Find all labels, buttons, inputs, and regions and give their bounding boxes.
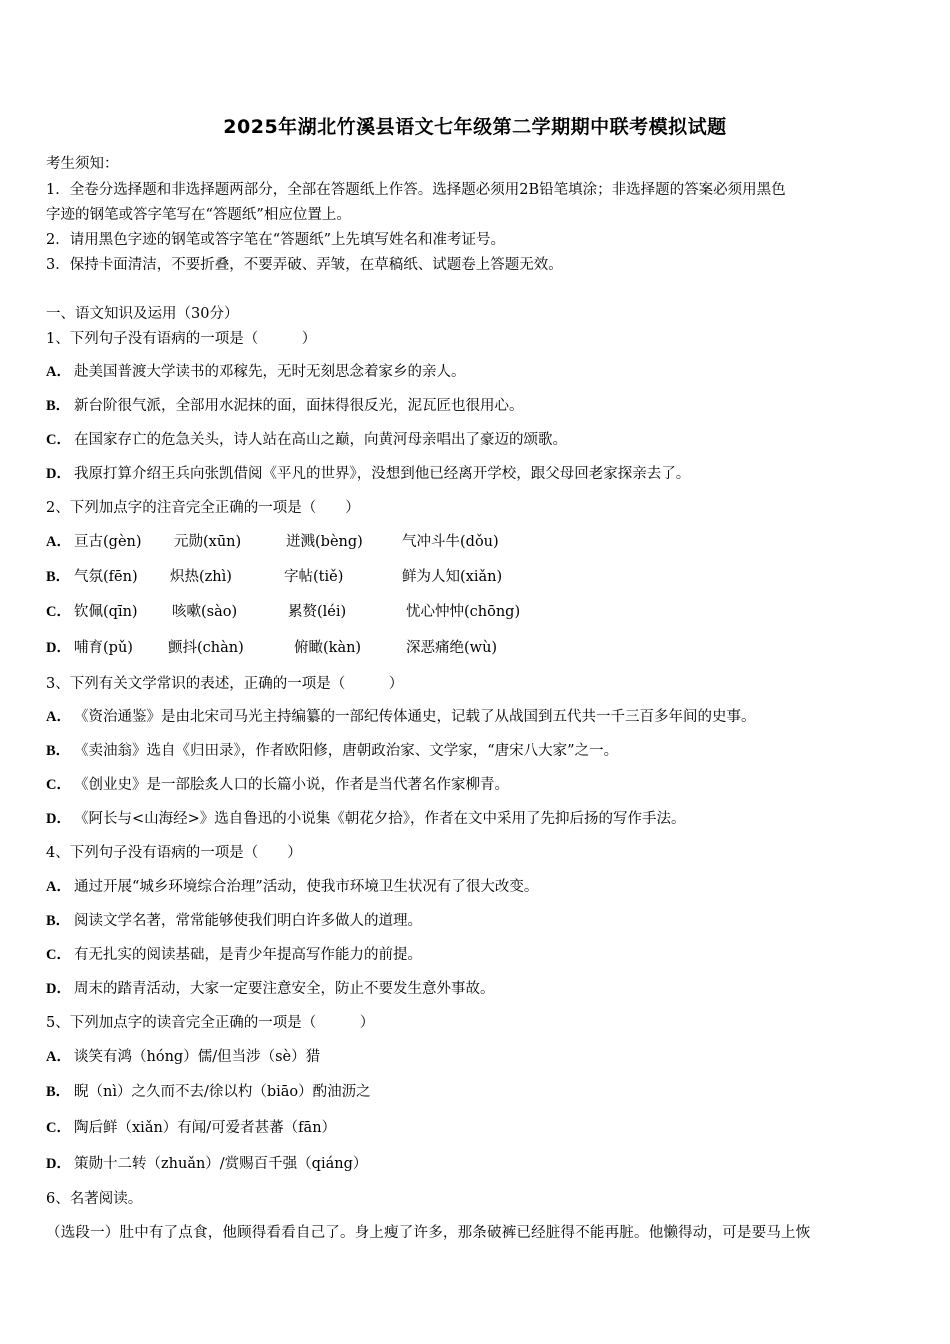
option-label: D． [46,981,71,997]
q5-option-c [46,1116,336,1137]
notice-item: 3．保持卡面清洁，不要折叠，不要弄破、弄皱，在草稿纸、试题卷上答题无效。 [46,257,563,273]
q4-option-c [46,943,422,964]
question-stem: 5、下列加点字的读音完全正确的一项是（ ） [46,1015,375,1031]
q3-option-d [46,807,686,828]
option-label: A． [46,534,71,550]
option-label: D． [46,640,71,656]
option-label: C． [46,947,71,963]
pinyin-item: 鲜为人知(xiǎn) [402,569,503,585]
notice-heading: 考生须知： [46,156,119,172]
pinyin-item: 亘古(gèn) [74,534,142,550]
option-label: D． [46,1156,71,1172]
q2-option-d [46,636,498,657]
option-text: 我原打算介绍王兵向张凯借阅《平凡的世界》，没想到他已经离开学校，跟父母回老家探亲去了。 [74,466,691,482]
q5-option-d [46,1152,367,1173]
question-stem: 1、下列句子没有语病的一项是（ ） [46,331,317,347]
passage-text: （选段一）肚中有了点食，他顾得看看自己了。身上瘦了许多，那条破裤已经脏得不能再脏。他懒得动，可是要马上恢 [46,1225,811,1241]
question-stem: 6、名著阅读。 [46,1191,143,1207]
q4-option-d [46,977,495,998]
question-stem: 3、下列有关文学常识的表述，正确的一项是（ ） [46,676,404,692]
option-label: C． [46,432,71,448]
option-label: B． [46,569,71,585]
option-label: A． [46,879,71,895]
option-text: 睨（nì）之久而不去/徐以杓（biāo）酌油沥之 [74,1084,371,1100]
pinyin-item: 忧心忡忡(chōng) [406,604,521,620]
pinyin-item: 气氛(fēn) [74,569,138,585]
q2-option-b [46,565,503,586]
pinyin-item: 咳嗽(sào) [172,604,238,620]
option-text: 新台阶很气派，全部用水泥抹的面，面抹得很反光，泥瓦匠也很用心。 [74,398,524,414]
option-text: 《卖油翁》选自《归田录》，作者欧阳修，唐朝政治家、文学家，“唐宋八大家”之一。 [74,743,619,759]
option-label: C． [46,777,71,793]
option-text: 通过开展“城乡环境综合治理”活动，使我市环境卫生状况有了很大改变。 [74,879,539,895]
pinyin-item: 颤抖(chàn) [168,640,244,656]
option-text: 策勋十二转（zhuǎn）/赏赐百千强（qiáng） [74,1156,368,1172]
q1-option-b [46,394,524,415]
pinyin-item: 深恶痛绝(wù) [406,640,498,656]
option-label: C． [46,1120,71,1136]
option-label: C． [46,604,71,620]
option-label: A． [46,364,71,380]
option-text: 《创业史》是一部脍炙人口的长篇小说，作者是当代著名作家柳青。 [74,777,509,793]
pinyin-item: 钦佩(qīn) [74,604,138,620]
q5-option-b [46,1080,371,1101]
option-text: 《资治通鉴》是由北宋司马光主持编纂的一部纪传体通史，记载了从战国到五代共一千三百多年间的史事。 [74,709,756,725]
q3-option-b [46,739,618,760]
option-label: A． [46,709,71,725]
pinyin-item: 炽热(zhì) [170,569,232,585]
option-text: 有无扎实的阅读基础，是青少年提高写作能力的前提。 [74,947,422,963]
q1-option-a [46,360,466,381]
option-label: B． [46,743,71,759]
option-label: B． [46,1084,71,1100]
q4-option-b [46,909,422,930]
pinyin-item: 元勋(xūn) [174,534,242,550]
option-label: B． [46,398,71,414]
option-label: D． [46,466,71,482]
option-text: 《阿长与<山海经>》选自鲁迅的小说集《朝花夕拾》，作者在文中采用了先抑后扬的写作手法。 [74,811,686,827]
option-text: 阅读文学名著，常常能够使我们明白许多做人的道理。 [74,913,422,929]
q3-option-a [46,705,756,726]
notice-item: 2．请用黑色字迹的钢笔或答字笔在“答题纸”上先填写姓名和准考证号。 [46,232,506,248]
q2-option-c [46,600,521,621]
pinyin-item: 字帖(tiě) [284,569,344,585]
option-text: 周末的踏青活动，大家一定要注意安全，防止不要发生意外事故。 [74,981,495,997]
notice-item: 字迹的钢笔或答字笔写在“答题纸”相应位置上。 [46,207,351,223]
option-label: B． [46,913,71,929]
option-text: 在国家存亡的危急关头，诗人站在高山之巅，向黄河母亲唱出了豪迈的颂歌。 [74,432,567,448]
pinyin-item: 哺育(pǔ) [74,640,133,656]
question-stem: 2、下列加点字的注音完全正确的一项是（ ） [46,500,360,516]
q1-option-c [46,428,567,449]
option-text: 陶后鲜（xiǎn）有闻/可爱者甚蕃（fān） [74,1120,337,1136]
q5-option-a [46,1045,320,1066]
page-title: 2025年湖北竹溪县语文七年级第二学期期中联考模拟试题 [223,116,727,138]
pinyin-item: 俯瞰(kàn) [294,640,362,656]
section-heading: 一、语文知识及运用（30分） [46,306,239,322]
q2-option-a [46,530,499,551]
option-text: 谈笑有鸿（hóng）儒/但当涉（sè）猎 [74,1049,321,1065]
pinyin-item: 累赘(léi) [288,604,347,620]
pinyin-item: 气冲斗牛(dǒu) [402,534,499,550]
q3-option-c [46,773,509,794]
option-label: D． [46,811,71,827]
q1-option-d [46,462,690,483]
option-text: 赴美国普渡大学读书的邓稼先，无时无刻思念着家乡的亲人。 [74,364,466,380]
notice-item: 1．全卷分选择题和非选择题两部分，全部在答题纸上作答。选择题必须用2B铅笔填涂；非选择题的答案必须用黑色 [46,182,786,198]
option-label: A． [46,1049,71,1065]
pinyin-item: 迸溅(bèng) [286,534,363,550]
q4-option-a [46,875,538,896]
question-stem: 4、下列句子没有语病的一项是（ ） [46,845,302,861]
